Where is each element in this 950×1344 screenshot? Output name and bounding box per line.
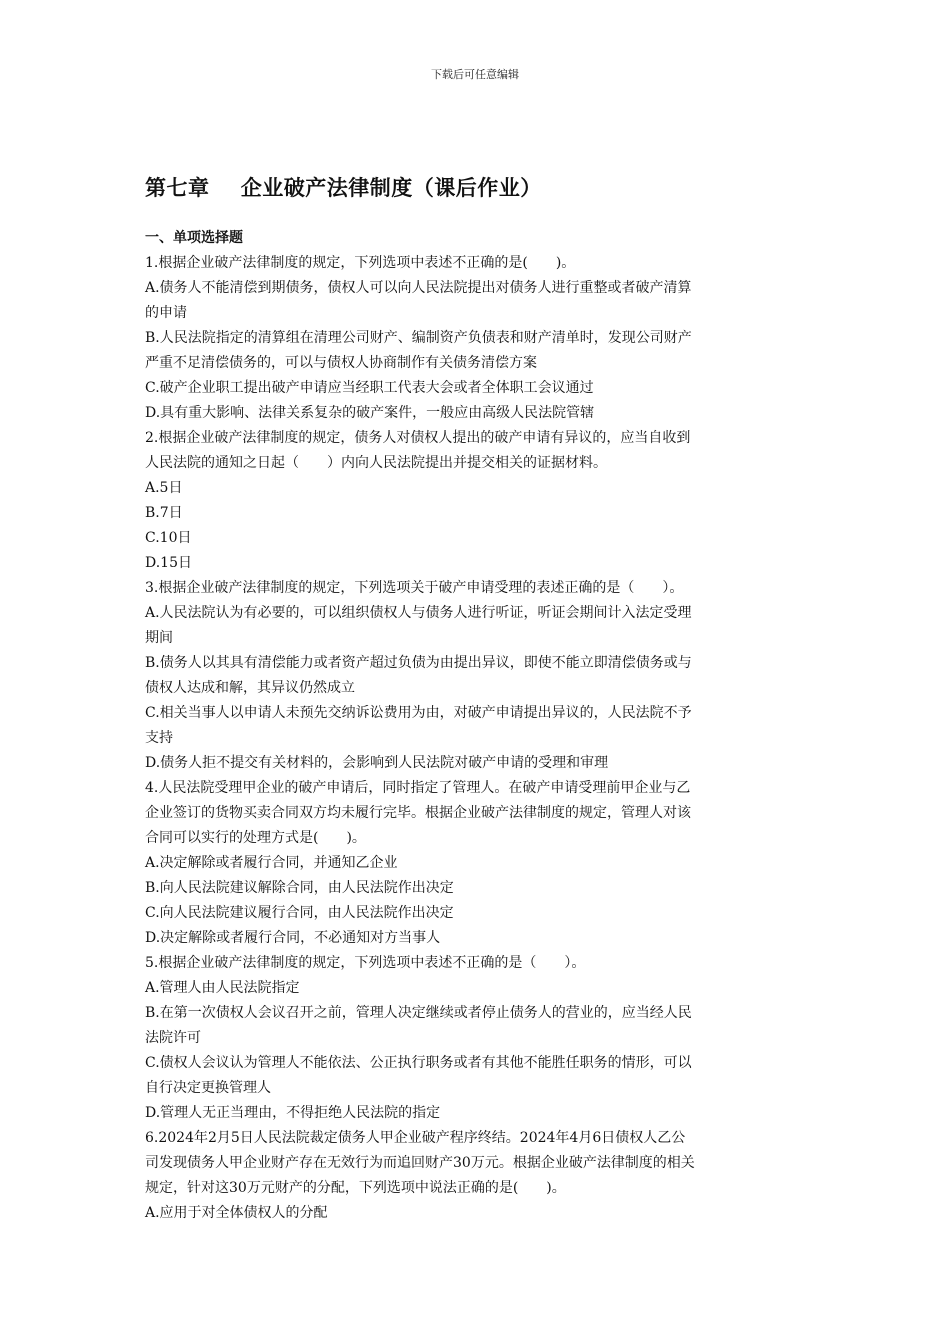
header-note: 下载后可任意编辑 [431, 68, 519, 81]
text-line: 6.2024年2月5日人民法院裁定债务人甲企业破产程序终结。2024年4月6日债权人乙公 [145, 1130, 686, 1146]
text-line: B.债务人以其具有清偿能力或者资产超过负债为由提出异议，即使不能立即清偿债务或与 [145, 655, 692, 671]
text-line: 5.根据企业破产法律制度的规定，下列选项中表述不正确的是（ ）。 [145, 955, 586, 971]
text-line: 1.根据企业破产法律制度的规定，下列选项中表述不正确的是( )。 [145, 255, 576, 271]
text-line: C.向人民法院建议履行合同，由人民法院作出决定 [145, 905, 454, 921]
chapter-title: 第七章 企业破产法律制度（课后作业） [145, 176, 542, 200]
question-lines [145, 251, 810, 1226]
text-line: C.债权人会议认为管理人不能依法、公正执行职务或者有其他不能胜任职务的情形，可以 [145, 1055, 692, 1071]
text-line: 人民法院的通知之日起（ ）内向人民法院提出并提交相关的证据材料。 [145, 455, 607, 471]
text-line: A.管理人由人民法院指定 [145, 980, 300, 996]
text-line: D.债务人拒不提交有关材料的，会影响到人民法院对破产申请的受理和审理 [145, 755, 609, 771]
text-line: A.应用于对全体债权人的分配 [145, 1205, 328, 1221]
text-line: B.在第一次债权人会议召开之前，管理人决定继续或者停止债务人的营业的，应当经人民 [145, 1005, 692, 1021]
document-body [145, 226, 810, 1226]
text-line: 司发现债务人甲企业财产存在无效行为而追回财产30万元。根据企业破产法律制度的相关 [145, 1155, 695, 1171]
section-title: 一、单项选择题 [145, 230, 243, 246]
text-line: A.债务人不能清偿到期债务，债权人可以向人民法院提出对债务人进行重整或者破产清算 [145, 280, 692, 296]
text-line: B.向人民法院建议解除合同，由人民法院作出决定 [145, 880, 454, 896]
text-line: D.15日 [145, 555, 192, 571]
text-line: 期间 [145, 630, 173, 646]
text-line: 规定，针对这30万元财产的分配，下列选项中说法正确的是( )。 [145, 1180, 566, 1196]
text-line: B.人民法院指定的清算组在清理公司财产、编制资产负债表和财产清单时，发现公司财产 [145, 330, 692, 346]
text-line: 合同可以实行的处理方式是( )。 [145, 830, 366, 846]
text-line: A.人民法院认为有必要的，可以组织债权人与债务人进行听证，听证会期间计入法定受理 [145, 605, 692, 621]
text-line: 3.根据企业破产法律制度的规定，下列选项关于破产申请受理的表述正确的是（ ）。 [145, 580, 684, 596]
text-line: 企业签订的货物买卖合同双方均未履行完毕。根据企业破产法律制度的规定，管理人对该 [145, 805, 691, 821]
text-line: D.管理人无正当理由，不得拒绝人民法院的指定 [145, 1105, 441, 1121]
text-line: C.破产企业职工提出破产申请应当经职工代表大会或者全体职工会议通过 [145, 380, 594, 396]
text-line: D.决定解除或者履行合同，不必通知对方当事人 [145, 930, 441, 946]
text-line: D.具有重大影响、法律关系复杂的破产案件，一般应由高级人民法院管辖 [145, 405, 595, 421]
text-line: 严重不足清偿债务的，可以与债权人协商制作有关债务清偿方案 [145, 355, 537, 371]
text-line: 的申请 [145, 305, 187, 321]
text-line: B.7日 [145, 505, 183, 521]
text-line: A.5日 [145, 480, 183, 496]
text-line: 法院许可 [145, 1030, 201, 1046]
text-line: C.10日 [145, 530, 192, 546]
text-line: A.决定解除或者履行合同，并通知乙企业 [145, 855, 398, 871]
text-line: 自行决定更换管理人 [145, 1080, 271, 1096]
text-line: 4.人民法院受理甲企业的破产申请后，同时指定了管理人。在破产申请受理前甲企业与乙 [145, 780, 691, 796]
text-line: 债权人达成和解，其异议仍然成立 [145, 680, 355, 696]
text-line: 支持 [145, 730, 173, 746]
text-line: 2.根据企业破产法律制度的规定，债务人对债权人提出的破产申请有异议的，应当自收到 [145, 430, 691, 446]
text-line: C.相关当事人以申请人未预先交纳诉讼费用为由，对破产申请提出异议的，人民法院不予 [145, 705, 692, 721]
